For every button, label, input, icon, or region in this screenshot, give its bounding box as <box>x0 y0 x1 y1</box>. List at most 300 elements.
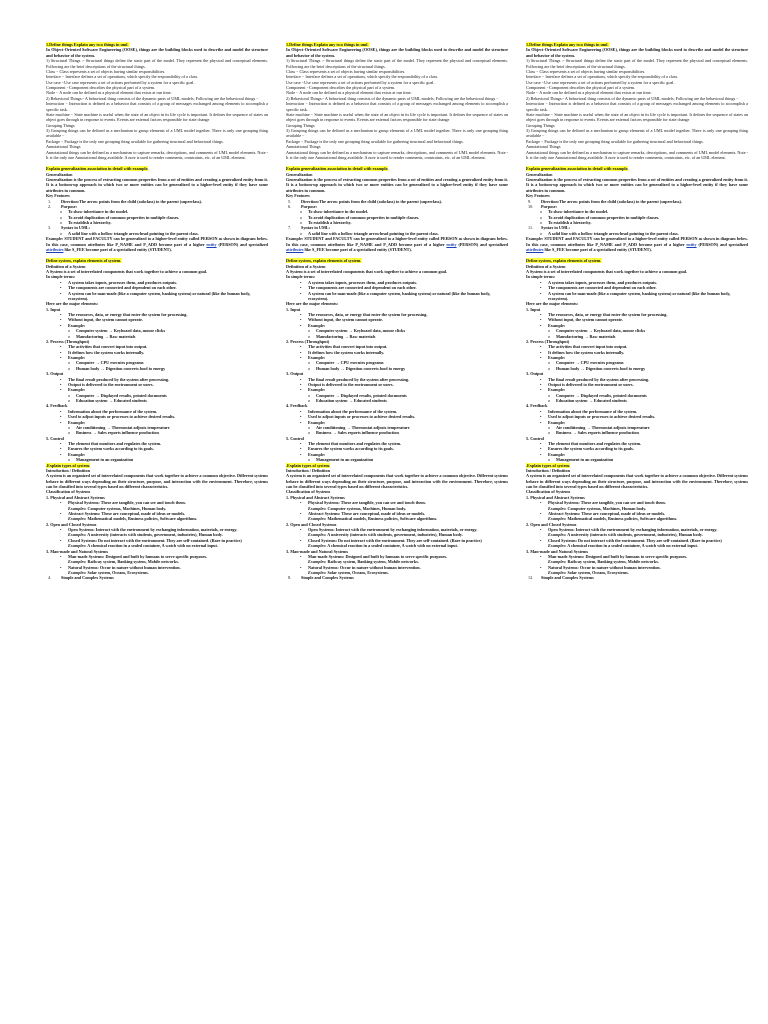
bullet-dot: • <box>300 408 302 414</box>
list-item-text <box>308 511 437 522</box>
bullet-dot: • <box>300 322 302 328</box>
question-title-text: .Explain types of system. <box>286 462 331 468</box>
list-item <box>526 291 748 302</box>
bullet-dot: • <box>300 414 302 420</box>
circle-bullet: o <box>68 398 71 403</box>
examples-text: Computer systems, Machines, Human body. <box>86 505 167 511</box>
bullet-dot: • <box>300 441 302 446</box>
bullet-dot: • <box>300 419 302 425</box>
list-item-text: Computer system → Keyboard data, mouse clicks <box>316 328 406 334</box>
list-item-text: Ensures the system works according to its goals. <box>68 446 154 452</box>
bullet-dot: • <box>540 387 542 393</box>
list-item-text: Used to adjust inputs or processes to achieve desired results. <box>548 414 656 420</box>
list-item-text: Syntax in UML: <box>541 225 571 231</box>
example-text: (PERSON) and specialized <box>696 241 748 247</box>
section-heading: Key Features <box>286 193 310 199</box>
item-lead: Abstract Systems: These are conceptual, made of ideas or models. <box>308 510 426 516</box>
list-item-text: Simple and Complex Systems <box>541 575 594 581</box>
list-item-text: Purpose: <box>541 203 558 209</box>
bullet-dot: • <box>60 285 62 291</box>
list-item <box>286 554 508 565</box>
item-lead: Physical Systems: These are tangible, you can see and touch them. <box>548 500 666 506</box>
list-item-text: Management in an organization <box>76 457 134 463</box>
section-heading: Introduction / Definition <box>286 467 330 473</box>
list-item-text: The final result produced by the system after processing. <box>68 376 170 382</box>
bullet-dot: • <box>540 408 542 414</box>
element-heading: 5. Control <box>526 435 545 441</box>
list-item-text <box>548 511 677 522</box>
examples-label: Examples: <box>68 559 87 565</box>
bullet-dot: • <box>60 381 62 387</box>
list-item-text: Business → Sales reports influence production <box>76 430 159 436</box>
bullet-dot: • <box>300 564 302 570</box>
circle-bullet: o <box>548 328 551 334</box>
paragraph: Node − A node can be defined as a physical element that exists at run time. <box>46 90 172 96</box>
bullet-dot: • <box>60 500 62 506</box>
list-item-text: The resources, data, or energy that enter the system for processing. <box>548 312 668 317</box>
list-item-text: A solid line with a hollow triangle arrowhead pointing to the parent class. <box>68 230 199 236</box>
examples-label: Examples: <box>68 532 87 538</box>
list-item <box>286 511 508 522</box>
list-item-text: Example: <box>308 419 326 425</box>
list-item-text <box>68 527 237 538</box>
list-item-text: Education system → Educated students <box>76 398 147 403</box>
question-title-text: .Explain types of system. <box>46 462 91 468</box>
paragraph: 1) Structural Things :- Structural things define the static part of the model. They represent the physical and conceptual elements. Following are the brief descriptions of the structural things. <box>46 58 268 69</box>
list-item-text <box>308 565 421 576</box>
bullet-dot: • <box>540 349 542 355</box>
question-title-text: Define system, explain elements of system. <box>526 258 602 264</box>
examples-label: Examples: <box>548 532 567 538</box>
circle-bullet: o <box>68 430 71 436</box>
examples-text: Computer systems, Machines, Human body. <box>326 505 407 511</box>
element-heading: 1. Physical and Abstract Systems <box>46 494 105 500</box>
number-marker: 12. <box>528 575 534 581</box>
examples-text: Solar system, Oceans, Ecosystems. <box>566 570 629 575</box>
paragraph: Annotational Things <box>286 144 321 150</box>
bullet-dot: • <box>60 317 62 323</box>
circle-bullet: o <box>68 328 71 334</box>
list-item-text: A system can be man-made (like a computer system, banking system) or natural (like the human body, ecosystem). <box>308 290 491 301</box>
examples-text: Computer systems, Machines, Human body. <box>566 505 647 511</box>
list-item-text <box>308 538 482 549</box>
example-text: Example: STUDENT and FACULTY can be generalized to a higher-level entity called PERSON as shown in diagram below. In this case, common attributes like P_NAME and P_ADD become part of a higher <box>526 236 748 247</box>
section-heading: Generalization <box>526 171 553 177</box>
list-item-text: The resources, data, or energy that enter the system for processing. <box>68 312 188 317</box>
link-entity[interactable]: entity <box>206 241 217 247</box>
list-item <box>286 538 508 549</box>
element-heading: 2. Open and Closed Systems <box>526 521 577 527</box>
list-item-text: Information about the performance of the system. <box>548 408 638 414</box>
list-item-text <box>68 565 181 576</box>
bullet-dot: • <box>540 285 542 291</box>
bullet-dot: • <box>540 312 542 317</box>
list-item-text: Manufacturing → Raw materials <box>316 333 376 339</box>
bullet-dot: • <box>60 344 62 350</box>
item-lead: Man-made Systems: Designed and built by humans to serve specific purposes. <box>548 553 688 559</box>
bullet-dot: • <box>300 387 302 393</box>
paragraph: Node − A node can be defined as a physical element that exists at run time. <box>286 90 412 96</box>
circle-bullet: o <box>308 457 311 463</box>
list-item-text: A system takes inputs, processes them, and produces outputs. <box>548 279 658 285</box>
example-paragraph <box>526 236 748 252</box>
bullet-dot: • <box>540 537 542 543</box>
list-item-text: Education system → Educated students <box>556 398 627 403</box>
circle-bullet: o <box>540 220 543 225</box>
bullet-dot: • <box>540 290 542 296</box>
examples-text: Solar system, Oceans, Ecosystems. <box>86 570 149 575</box>
bullet-dot: • <box>60 441 62 446</box>
paragraph: 3) Grouping things can be defined as a mechanism to group elements of a UML model together. There is only one grouping thing available − <box>286 128 508 139</box>
paragraph: Use case −Use case represents a set of actions performed by a system for a specific goal. <box>286 79 435 85</box>
number-marker: 3. <box>48 225 52 231</box>
link-attributes[interactable]: attributes <box>46 246 64 252</box>
element-heading: 5. Control <box>46 435 65 441</box>
bullet-dot: • <box>540 451 542 457</box>
circle-bullet: o <box>68 360 71 366</box>
examples-label: Examples: <box>548 543 567 549</box>
paragraph: Grouping Things <box>286 122 315 128</box>
paragraph: Annotational things can be defined as a mechanism to capture remarks, descriptions, and comments of UML model elements. Note - It is the only one Annotational thing available. A note is used to render comments, constraints, etc. of an UML element. <box>46 149 268 160</box>
list-item-text: To establish a hierarchy. <box>68 220 112 225</box>
bullet-dot: • <box>300 285 302 291</box>
item-lead: Natural Systems: Occur in nature without human intervention. <box>308 564 421 570</box>
list-item-text: Management in an organization <box>556 457 614 463</box>
list-item-text: To show inheritance in the model. <box>308 209 369 215</box>
item-lead: Closed Systems: Do not interact with the environment. They are self-contained. (Rare in practice) <box>308 537 482 543</box>
bullet-dot: • <box>540 553 542 559</box>
element-heading: 1. Input <box>46 306 61 312</box>
link-entity[interactable]: entity <box>686 241 697 247</box>
list-item-text: The activities that convert input into output. <box>68 344 148 350</box>
section-heading: Introduction / Definition <box>526 467 570 473</box>
circle-bullet: o <box>540 209 543 215</box>
list-item-text: Output is delivered to the environment or users. <box>68 381 154 387</box>
list-item-text: Direction:The arrow points from the child (subclass) to the parent (superclass). <box>541 198 682 204</box>
list-item-text: Example: <box>68 451 86 457</box>
paragraph: Annotational things can be defined as a mechanism to capture remarks, descriptions, and comments of UML model elements. Note - It is the only one Annotational thing available. A note is used to render comments, constraints, etc. of an UML element. <box>286 149 508 160</box>
list-item-text: Without input, the system cannot operate. <box>308 317 383 323</box>
list-item-text: Human body → Digestion converts food to energy <box>556 365 646 371</box>
list-item <box>46 538 268 549</box>
question-title-text: Explain generalization association in detail with example. <box>46 166 149 172</box>
bullet-dot: • <box>540 355 542 360</box>
paragraph: A system is an organized set of interrelated components that work together to achieve a common objective. Different systems behave in different ways depending on their structure, purpose, and interaction with the environment. Therefore, systems can be classified into several types based on different characteristics. <box>526 473 749 489</box>
bullet-dot: • <box>60 451 62 457</box>
link-attributes[interactable]: attributes <box>286 246 304 252</box>
question-title-text: 1.Define things Explain any two things in uml. <box>286 42 369 47</box>
paragraph: Package − Package is the only one grouping thing available for gathering structural and behavioral things. <box>526 138 704 144</box>
question-title-text: .Explain types of system. <box>526 462 571 468</box>
examples-label: Examples: <box>68 516 87 522</box>
circle-bullet: o <box>308 365 311 371</box>
examples-label: Examples: <box>308 559 327 565</box>
bullet-dot: • <box>60 387 62 393</box>
list-item-text: The final result produced by the system after processing. <box>308 376 410 382</box>
link-attributes[interactable]: attributes <box>526 246 544 252</box>
circle-bullet: o <box>548 333 551 339</box>
list-item-text: Simple and Complex Systems <box>61 575 114 581</box>
examples-text: Railway system, Banking system, Mobile networks. <box>326 559 419 565</box>
list-item-text: Computer system → Keyboard data, mouse clicks <box>76 328 166 334</box>
list-item-text: Human body → Digestion converts food to energy <box>316 365 406 371</box>
element-heading: 5. Control <box>286 435 305 441</box>
list-item-text: Example: <box>68 419 86 425</box>
list-item-text: Example: <box>548 387 566 393</box>
number-marker: 4. <box>48 575 52 581</box>
example-text: (PERSON) and specialized <box>456 241 508 247</box>
circle-bullet: o <box>540 230 543 236</box>
list-item-text: Management in an organization <box>316 457 374 463</box>
section-heading: Classification of Systems <box>526 489 571 495</box>
bullet-dot: • <box>300 355 302 360</box>
bullet-dot: • <box>540 317 542 323</box>
list-item-text: Direction:The arrow points from the child (subclass) to the parent (superclass). <box>301 198 442 204</box>
list-item-text: The components are connected and dependent on each other. <box>308 285 417 291</box>
bullet-dot: • <box>60 553 62 559</box>
circle-bullet: o <box>540 214 543 220</box>
bullet-dot: • <box>540 564 542 570</box>
list-item-text: A system takes inputs, processes them, and produces outputs. <box>308 279 418 285</box>
list-item <box>526 554 748 565</box>
bullet-dot: • <box>60 537 62 543</box>
list-item-text: Computer → CPU executes programs <box>556 360 624 366</box>
paragraph: Package − Package is the only one grouping thing available for gathering structural and behavioral things. <box>46 138 224 144</box>
list-item-text: The activities that convert input into output. <box>548 344 628 350</box>
list-item <box>526 565 748 576</box>
list-item <box>46 527 268 538</box>
circle-bullet: o <box>68 365 71 371</box>
number-marker: 1. <box>48 198 52 204</box>
list-item-text: Business → Sales reports influence production <box>556 430 639 436</box>
column <box>46 42 268 581</box>
list-item-text: Syntax in UML: <box>61 225 91 231</box>
bullet-dot: • <box>300 376 302 382</box>
item-lead: Abstract Systems: These are conceptual, made of ideas or models. <box>548 510 666 516</box>
list-item-text: Example: <box>308 322 326 328</box>
list-item-text <box>68 500 186 511</box>
element-heading: 3. Output <box>286 371 304 377</box>
list-item-text <box>308 500 426 511</box>
paragraph: Generalization is the process of extracting common properties from a set of entities and creating a generalized entity from it. It is a bottom-up approach in which two or more entities can be generalized to a higher-level entity if they have some attributes in common. <box>286 177 508 193</box>
list-item-text <box>548 565 661 576</box>
paragraph: State machine − State machine is useful when the state of an object in its life cycle is important. It defines the sequence of states an object goes through in response to events. Events are external factors responsible for state change <box>46 111 268 123</box>
circle-bullet: o <box>308 424 311 430</box>
list-item <box>46 511 268 522</box>
list-item <box>46 565 268 576</box>
bullet-dot: • <box>540 441 542 446</box>
paragraph: Use case −Use case represents a set of actions performed by a system for a specific goal. <box>526 79 675 85</box>
list-item-text <box>548 527 717 538</box>
section-heading: Definition of a System <box>46 263 86 269</box>
list-item-text: The element that monitors and regulates the system. <box>308 441 402 446</box>
bullet-dot: • <box>300 290 302 296</box>
circle-bullet: o <box>300 230 303 236</box>
list-item-text: Manufacturing → Raw materials <box>556 333 616 339</box>
examples-label: Examples: <box>68 570 87 575</box>
list-item-text: Example: <box>548 355 566 360</box>
example-paragraph <box>46 236 268 252</box>
list-item-text: Without input, the system cannot operate. <box>548 317 623 323</box>
paragraph: A System is a set of interrelated components that work together to achieve a common goal. <box>46 269 208 274</box>
bullet-dot: • <box>300 349 302 355</box>
list-item <box>286 575 508 580</box>
element-heading: 2. Process (Throughput) <box>46 338 90 344</box>
bullet-dot: • <box>300 446 302 452</box>
item-lead: Man-made Systems: Designed and built by humans to serve specific purposes. <box>68 553 208 559</box>
list-item-text: The final result produced by the system after processing. <box>548 376 650 382</box>
bullet-dot: • <box>60 414 62 420</box>
list-item-text: Output is delivered to the environment or users. <box>308 381 394 387</box>
list-item-text: Information about the performance of the system. <box>308 408 398 414</box>
list-item-text: Air conditioning → Thermostat adjusts temperature <box>316 424 410 430</box>
list-item-text: To avoid duplication of common properties in multiple classes. <box>548 214 660 220</box>
list-item <box>526 527 748 538</box>
list-item-text: Example: <box>308 387 326 393</box>
list-item-text: To avoid duplication of common properties in multiple classes. <box>308 214 420 220</box>
list-item-text <box>68 538 242 549</box>
examples-label: Examples: <box>548 505 567 511</box>
list-item-text: To establish a hierarchy. <box>308 220 352 225</box>
paragraph: In Object-Oriented Software Engineering (OOSE), things are the building blocks used to describe and model the structure and behavior of the system. <box>46 47 268 58</box>
bullet-dot: • <box>300 312 302 317</box>
circle-bullet: o <box>60 214 63 220</box>
list-item <box>46 291 268 302</box>
paragraph: 2) Behavioral Things:- A behavioral thing consists of the dynamic parts of UML models. Following are the behavioral things − <box>46 95 259 101</box>
element-heading: 1. Physical and Abstract Systems <box>526 494 585 500</box>
list-item-text: Computer → CPU executes programs <box>316 360 384 366</box>
bullet-dot: • <box>60 419 62 425</box>
item-lead: Man-made Systems: Designed and built by humans to serve specific purposes. <box>308 553 448 559</box>
paragraph: Interface − Interface defines a set of operations, which specify the responsibility of a class. <box>46 74 199 80</box>
paragraph: Grouping Things <box>526 122 555 128</box>
bullet-dot: • <box>60 355 62 360</box>
item-lead: Physical Systems: These are tangible, you can see and touch them. <box>308 500 426 506</box>
paragraph: 2) Behavioral Things:- A behavioral thing consists of the dynamic parts of UML models. Following are the behavioral things − <box>526 95 739 101</box>
circle-bullet: o <box>60 220 63 225</box>
question-title-text: Define system, explain elements of system. <box>286 258 362 264</box>
question-title-text: 1.Define things Explain any two things in uml. <box>46 42 129 47</box>
paragraph: A System is a set of interrelated components that work together to achieve a common goal. <box>286 269 448 274</box>
circle-bullet: o <box>548 424 551 430</box>
list-item-text: It defines how the system works internally. <box>68 349 145 355</box>
element-heading: 4. Feedback <box>526 403 548 409</box>
list-item-text: To show inheritance in the model. <box>68 209 129 215</box>
circle-bullet: o <box>548 365 551 371</box>
paragraph: Generalization is the process of extracting common properties from a set of entities and creating a generalized entity from it. It is a bottom-up approach in which two or more entities can be generalized to a higher-level entity if they have some attributes in common. <box>46 177 268 193</box>
paragraph: Annotational Things <box>526 144 561 150</box>
list-item-text: The components are connected and dependent on each other. <box>68 285 177 291</box>
bullet-dot: • <box>300 381 302 387</box>
element-heading: 2. Open and Closed Systems <box>286 521 337 527</box>
paragraph: Use case −Use case represents a set of actions performed by a system for a specific goal. <box>46 79 195 85</box>
circle-bullet: o <box>68 457 71 463</box>
examples-label: Examples: <box>548 559 567 565</box>
list-item-text <box>308 527 477 538</box>
circle-bullet: o <box>308 392 311 398</box>
circle-bullet: o <box>548 392 551 398</box>
paragraph: Node − A node can be defined as a physical element that exists at run time. <box>526 90 652 96</box>
element-heading: 4. Feedback <box>46 403 68 409</box>
bullet-dot: • <box>540 279 542 285</box>
paragraph: A system is an organized set of interrelated components that work together to achieve a common objective. Different systems behave in different ways depending on their structure, purpose, and interaction with the environment. Therefore, systems can be classified into several types based on different characteristics. <box>286 473 509 489</box>
list-item-text: The activities that convert input into output. <box>308 344 388 350</box>
bullet-dot: • <box>300 553 302 559</box>
link-entity[interactable]: entity <box>446 241 457 247</box>
list-item-text: Output is delivered to the environment or users. <box>548 381 634 387</box>
list-item-text <box>548 554 687 565</box>
section-heading: Generalization <box>286 171 313 177</box>
bullet-dot: • <box>300 500 302 506</box>
example-text: like S_FEE become part of a specialized entity (STUDENT). <box>543 246 652 252</box>
column <box>526 42 748 581</box>
element-heading: 3. Man-made and Natural Systems <box>286 548 348 554</box>
bullet-dot: • <box>300 510 302 516</box>
bullet-dot: • <box>60 527 62 532</box>
number-marker: 9. <box>528 198 532 204</box>
list-item <box>46 500 268 511</box>
list-item-text: Computer → Displayed results, printed documents <box>76 392 167 398</box>
item-lead: Physical Systems: These are tangible, you can see and touch them. <box>68 500 186 506</box>
bullet-dot: • <box>540 500 542 506</box>
example-text: Example: STUDENT and FACULTY can be generalized to a higher-level entity called PERSON as shown in diagram below. In this case, common attributes like P_NAME and P_ADD become part of a higher <box>46 236 268 247</box>
item-lead: Closed Systems: Do not interact with the environment. They are self-contained. (Rare in practice) <box>548 537 722 543</box>
circle-bullet: o <box>68 424 71 430</box>
paragraph: State machine − State machine is useful when the state of an object in its life cycle is important. It defines the sequence of states an object goes through in response to events. Events are external factors responsible for state change <box>526 111 748 123</box>
number-marker: 7. <box>288 225 292 231</box>
list-item-text: Computer → Displayed results, printed documents <box>316 392 407 398</box>
paragraph: Interface − Interface defines a set of operations, which specify the responsibility of a class. <box>526 74 679 80</box>
paragraph: Interface − Interface defines a set of operations, which specify the responsibility of a class. <box>286 74 439 80</box>
list-item-text: Ensures the system works according to its goals. <box>548 446 634 452</box>
paragraph: State machine − State machine is useful when the state of an object in its life cycle is important. It defines the sequence of states an object goes through in response to events. Events are external factors responsible for state change <box>286 111 508 123</box>
list-item <box>526 538 748 549</box>
bullet-dot: • <box>60 322 62 328</box>
element-heading: 1. Input <box>526 306 541 312</box>
list-item-text: The resources, data, or energy that enter the system for processing. <box>308 312 428 317</box>
list-item-text <box>68 511 197 522</box>
list-item-text: Air conditioning → Thermostat adjusts temperature <box>76 424 170 430</box>
list-item-text: Example: <box>548 322 566 328</box>
bullet-dot: • <box>300 451 302 457</box>
list-item <box>526 500 748 511</box>
paragraph: 3) Grouping things can be defined as a mechanism to group elements of a UML model together. There is only one grouping thing available − <box>526 128 748 139</box>
element-heading: 1. Input <box>286 306 301 312</box>
paragraph: Interaction − Interaction is defined as a behavior that consists of a group of messages exchanged among elements to accomplish a specific task. <box>286 101 508 112</box>
example-text: (PERSON) and specialized <box>216 241 268 247</box>
circle-bullet: o <box>548 430 551 436</box>
examples-label: Examples: <box>548 516 567 522</box>
section-heading: Generalization <box>46 171 73 177</box>
list-item-text: The element that monitors and regulates the system. <box>548 441 642 446</box>
paragraph: Grouping Things <box>46 122 75 128</box>
list-item-text <box>548 538 722 549</box>
list-item-text: Example: <box>308 355 326 360</box>
paragraph: 1) Structural Things :- Structural things define the static part of the model. They represent the physical and conceptual elements. Following are the brief descriptions of the structural things. <box>526 58 748 69</box>
examples-text: A chemical reaction in a sealed container, A watch with no external input. <box>326 543 458 549</box>
element-heading: 1. Physical and Abstract Systems <box>286 494 345 500</box>
list-item-text: Manufacturing → Raw materials <box>76 333 136 339</box>
examples-label: Examples: <box>308 543 327 549</box>
bullet-dot: • <box>60 312 62 317</box>
list-item-text: Computer system → Keyboard data, mouse clicks <box>556 328 646 334</box>
list-item-text: To show inheritance in the model. <box>548 209 609 215</box>
section-heading: Here are the major elements: <box>526 301 579 307</box>
bullet-dot: • <box>300 344 302 350</box>
element-heading: 4. Feedback <box>286 403 308 409</box>
circle-bullet: o <box>548 457 551 463</box>
examples-label: Examples: <box>308 570 327 575</box>
